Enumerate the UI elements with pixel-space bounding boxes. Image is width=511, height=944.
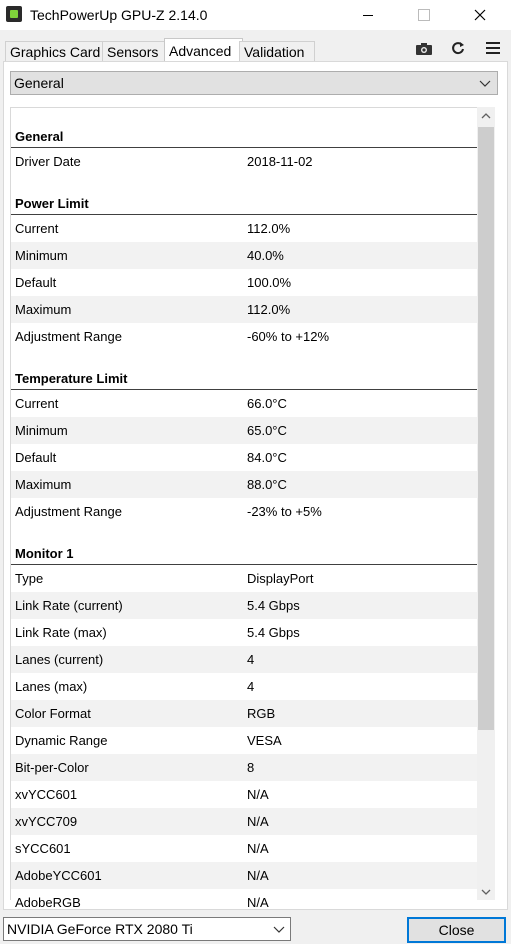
property-name: Type xyxy=(15,571,44,586)
maximize-icon xyxy=(418,9,430,21)
property-value: DisplayPort xyxy=(247,571,314,586)
property-value: 88.0°C xyxy=(247,477,287,492)
property-name: Current xyxy=(15,221,59,236)
list-item[interactable] xyxy=(11,242,477,269)
gpu-dropdown[interactable] xyxy=(3,917,291,941)
property-name: Default xyxy=(15,275,57,290)
list-item[interactable] xyxy=(11,727,477,754)
property-name: Adjustment Range xyxy=(15,504,122,519)
property-name: Current xyxy=(15,396,59,411)
tab-validation[interactable]: Validation xyxy=(239,41,315,62)
section-header xyxy=(11,175,477,215)
property-name: Bit-per-Color xyxy=(15,760,89,775)
list-item[interactable] xyxy=(11,673,477,700)
property-value: N/A xyxy=(247,814,269,829)
list-item[interactable] xyxy=(11,565,477,592)
property-value: N/A xyxy=(247,787,269,802)
section-divider xyxy=(11,147,477,148)
details-list xyxy=(10,107,477,910)
chevron-up-icon xyxy=(481,113,491,119)
list-item[interactable] xyxy=(11,862,477,889)
tab-graphics-card[interactable]: Graphics Card xyxy=(5,41,107,62)
property-name: Adjustment Range xyxy=(15,329,122,344)
property-name: Driver Date xyxy=(15,154,81,169)
chevron-down-icon xyxy=(479,76,491,90)
property-name: sYCC601 xyxy=(15,841,71,856)
close-button[interactable]: Close xyxy=(407,917,506,943)
property-value: N/A xyxy=(247,841,269,856)
property-name: Color Format xyxy=(15,706,91,721)
section-title: General xyxy=(15,129,64,144)
category-dropdown[interactable] xyxy=(10,71,498,95)
list-item[interactable] xyxy=(11,646,477,673)
property-value: 4 xyxy=(247,652,255,667)
category-dropdown-value: General xyxy=(14,75,64,91)
property-name: Lanes (current) xyxy=(15,652,104,667)
section-title: Temperature Limit xyxy=(15,371,128,386)
property-value: 2018-11-02 xyxy=(247,154,313,169)
property-value: 112.0% xyxy=(247,302,291,317)
tab-advanced[interactable]: Advanced xyxy=(164,38,243,63)
section-header xyxy=(11,108,477,148)
section-header xyxy=(11,525,477,565)
list-item[interactable] xyxy=(11,592,477,619)
maximize-button[interactable] xyxy=(401,0,447,30)
chevron-down-icon xyxy=(273,923,285,935)
minimize-button[interactable] xyxy=(345,0,391,30)
list-item[interactable] xyxy=(11,754,477,781)
property-name: xvYCC709 xyxy=(15,814,78,829)
vertical-scrollbar[interactable] xyxy=(477,107,495,900)
property-value: 100.0% xyxy=(247,275,292,290)
property-value: VESA xyxy=(247,733,282,748)
property-name: Link Rate (max) xyxy=(15,625,107,640)
gpuz-app-icon xyxy=(6,6,22,22)
scroll-up-button[interactable] xyxy=(477,107,495,124)
property-name: Dynamic Range xyxy=(15,733,108,748)
property-value: -60% to +12% xyxy=(247,329,330,344)
list-item[interactable] xyxy=(11,296,477,323)
list-item[interactable] xyxy=(11,269,477,296)
property-name: AdobeYCC601 xyxy=(15,868,102,883)
property-name: Maximum xyxy=(15,477,72,492)
property-name: Minimum xyxy=(15,423,68,438)
property-name: AdobeRGB xyxy=(15,895,81,910)
minimize-icon xyxy=(363,15,373,16)
camera-icon[interactable] xyxy=(415,40,433,56)
scroll-down-button[interactable] xyxy=(477,883,495,900)
list-item[interactable] xyxy=(11,808,477,835)
list-item[interactable] xyxy=(11,619,477,646)
section-divider xyxy=(11,389,477,390)
list-item[interactable] xyxy=(11,417,477,444)
property-value: N/A xyxy=(247,895,269,910)
list-item[interactable] xyxy=(11,390,477,417)
property-value: 5.4 Gbps xyxy=(247,598,300,613)
section-divider xyxy=(11,564,477,565)
refresh-icon[interactable] xyxy=(449,40,467,56)
list-item[interactable] xyxy=(11,471,477,498)
property-value: RGB xyxy=(247,706,276,721)
list-item[interactable] xyxy=(11,700,477,727)
section-title: Power Limit xyxy=(15,196,89,211)
list-item[interactable] xyxy=(11,444,477,471)
property-name: Link Rate (current) xyxy=(15,598,123,613)
tab-sensors[interactable]: Sensors xyxy=(102,41,169,62)
property-value: 4 xyxy=(247,679,255,694)
chevron-down-icon xyxy=(481,889,491,895)
property-name: Maximum xyxy=(15,302,72,317)
list-item[interactable] xyxy=(11,498,477,525)
property-value: 40.0% xyxy=(247,248,284,263)
property-name: Lanes (max) xyxy=(15,679,88,694)
property-value: N/A xyxy=(247,868,269,883)
close-window-button[interactable] xyxy=(457,0,503,30)
list-item[interactable] xyxy=(11,781,477,808)
list-item[interactable] xyxy=(11,323,477,350)
list-item[interactable] xyxy=(11,215,477,242)
property-value: 65.0°C xyxy=(247,423,287,438)
property-value: 5.4 Gbps xyxy=(247,625,300,640)
title-bar xyxy=(0,0,511,30)
property-value: 84.0°C xyxy=(247,450,287,465)
list-item[interactable] xyxy=(11,148,477,175)
property-name: Minimum xyxy=(15,248,68,263)
property-value: 66.0°C xyxy=(247,396,287,411)
property-value: -23% to +5% xyxy=(247,504,322,519)
list-item[interactable] xyxy=(11,889,477,916)
property-value: 112.0% xyxy=(247,221,291,236)
tab-bar xyxy=(0,36,511,63)
property-name: xvYCC601 xyxy=(15,787,78,802)
section-divider xyxy=(11,214,477,215)
section-title: Monitor 1 xyxy=(15,546,74,561)
property-name: Default xyxy=(15,450,57,465)
close-icon xyxy=(474,9,486,21)
window-title: TechPowerUp GPU-Z 2.14.0 xyxy=(30,7,208,23)
menu-icon[interactable] xyxy=(484,40,502,56)
scrollbar-thumb[interactable] xyxy=(478,127,494,730)
gpu-dropdown-value: NVIDIA GeForce RTX 2080 Ti xyxy=(7,921,193,937)
list-item[interactable] xyxy=(11,835,477,862)
property-value: 8 xyxy=(247,760,255,775)
section-header xyxy=(11,350,477,390)
